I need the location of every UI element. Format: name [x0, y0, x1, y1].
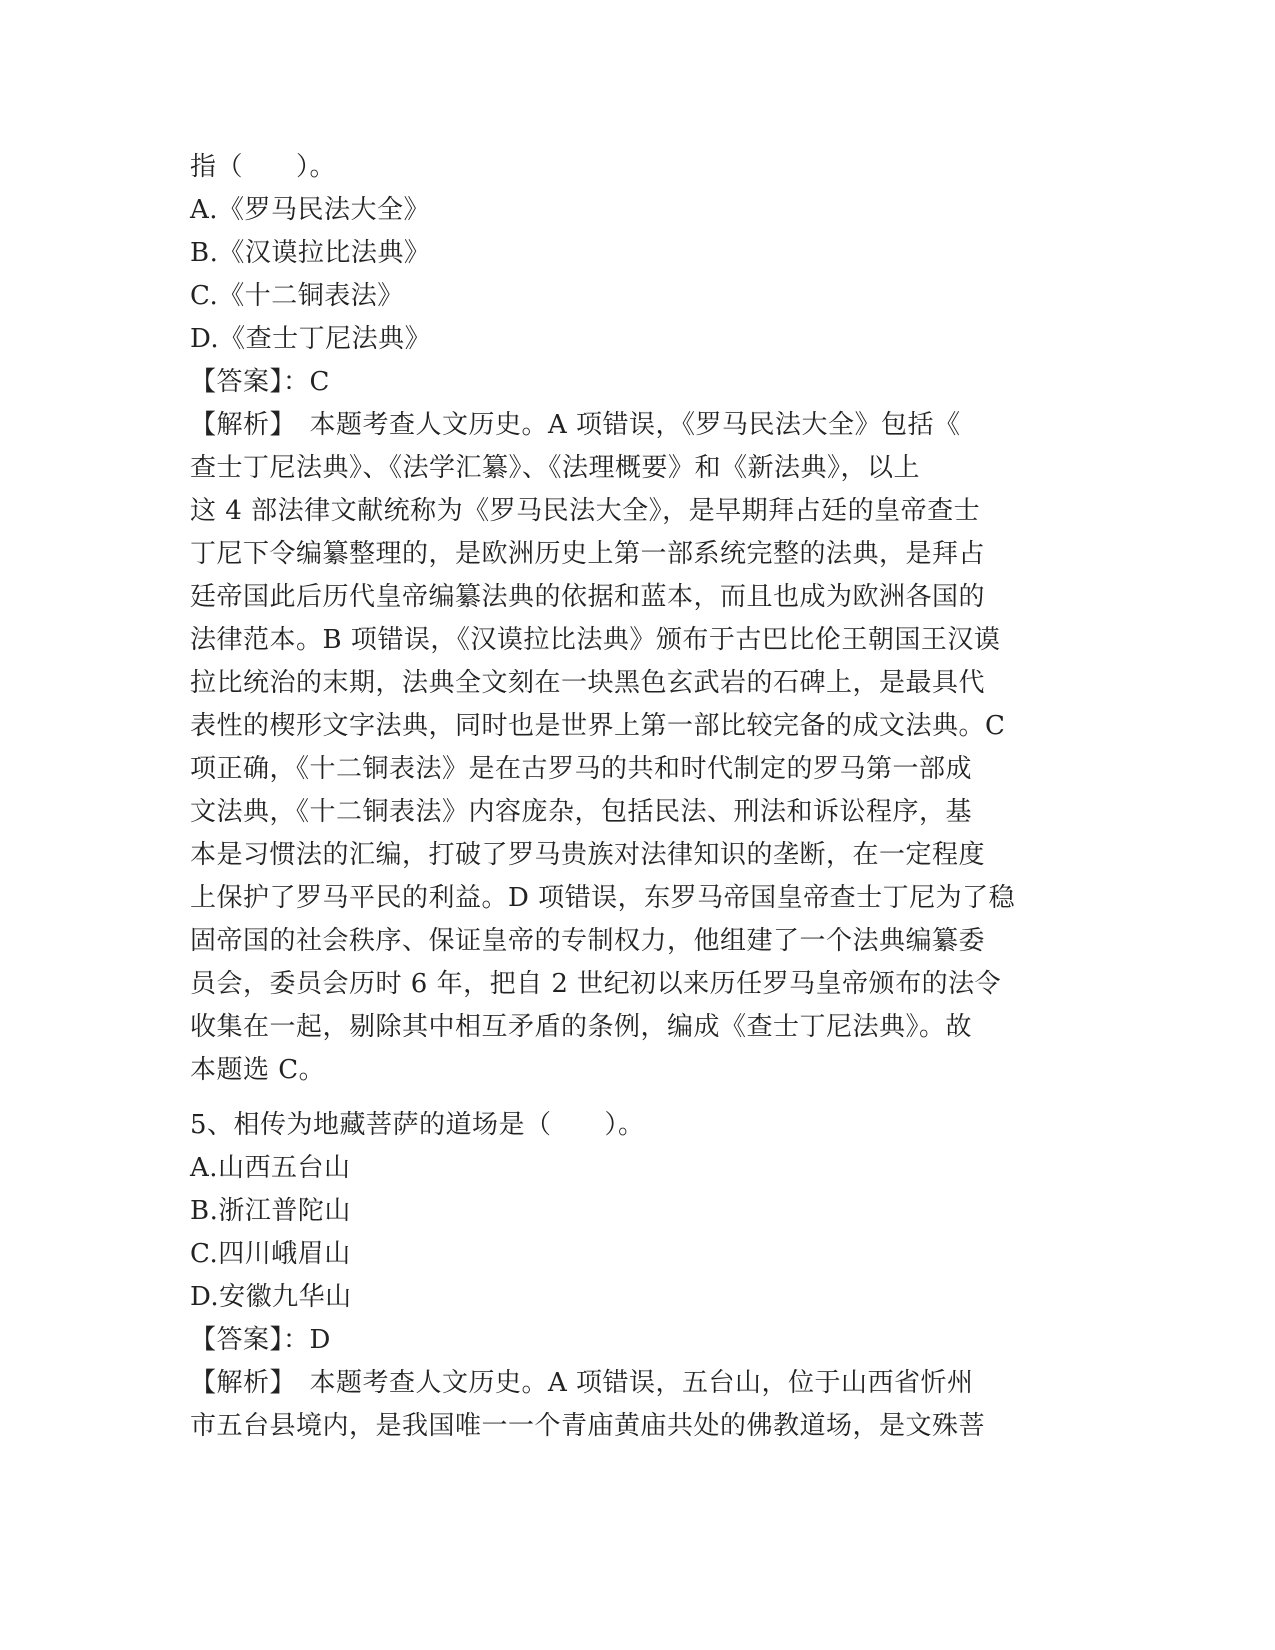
- q4-analysis-line: 法律范本。B 项错误，《汉谟拉比法典》颁布于古巴比伦王朝国王汉谟: [190, 625, 1001, 655]
- question-gap: [190, 1092, 1090, 1104]
- q4-analysis-line: 查士丁尼法典》、《法学汇纂》、《法理概要》和《新法典》，以上: [190, 453, 921, 483]
- q4-stem-tail: 指（ ）。: [190, 152, 337, 182]
- q5-answer: 【答案】：D: [190, 1325, 331, 1355]
- q4-option-d: D.《查士丁尼法典》: [190, 324, 432, 354]
- q4-analysis-line: 上保护了罗马平民的利益。D 项错误，东罗马帝国皇帝查士丁尼为了稳: [190, 883, 1016, 913]
- q4-analysis-line: 【解析】 本题考查人文历史。A 项错误，《罗马民法大全》包括《: [190, 410, 961, 440]
- q5-analysis-line: 【解析】 本题考查人文历史。A 项错误，五台山，位于山西省忻州: [190, 1368, 974, 1398]
- q4-analysis-line: 员会，委员会历时 6 年，把自 2 世纪初以来历任罗马皇帝颁布的法令: [190, 969, 1002, 999]
- q4-analysis-line: 丁尼下令编纂整理的，是欧洲历史上第一部系统完整的法典，是拜占: [190, 539, 986, 569]
- q4-analysis-line: 这 4 部法律文献统称为《罗马民法大全》，是早期拜占廷的皇帝查士: [190, 496, 981, 526]
- q5-option-c: C.四川峨眉山: [190, 1239, 351, 1269]
- q5-stem: 5、相传为地藏菩萨的道场是（ ）。: [190, 1110, 645, 1140]
- q5-option-b: B.浙江普陀山: [190, 1196, 351, 1226]
- q4-analysis-line: 固帝国的社会秩序、保证皇帝的专制权力，他组建了一个法典编纂委: [190, 926, 986, 956]
- q5-option-d: D.安徽九华山: [190, 1282, 352, 1312]
- q4-option-a: A.《罗马民法大全》: [190, 195, 431, 225]
- q4-answer: 【答案】：C: [190, 367, 330, 397]
- q4-analysis-line: 本是习惯法的汇编，打破了罗马贵族对法律知识的垄断，在一定程度: [190, 840, 986, 870]
- q4-analysis-line: 表性的楔形文字法典，同时也是世界上第一部比较完备的成文法典。C: [190, 711, 1006, 741]
- q4-analysis-line: 拉比统治的末期，法典全文刻在一块黑色玄武岩的石碑上，是最具代: [190, 668, 986, 698]
- q4-option-c: C.《十二铜表法》: [190, 281, 404, 311]
- q5-analysis-line: 市五台县境内，是我国唯一一个青庙黄庙共处的佛教道场，是文殊菩: [190, 1411, 986, 1441]
- q4-analysis-line: 收集在一起，剔除其中相互矛盾的条例，编成《查士丁尼法典》。故: [190, 1012, 973, 1042]
- q5-option-a: A.山西五台山: [190, 1153, 351, 1183]
- q4-analysis-line: 项正确，《十二铜表法》是在古罗马的共和时代制定的罗马第一部成: [190, 754, 973, 784]
- page-content: [190, 146, 1090, 1448]
- q4-analysis-line: 廷帝国此后历代皇帝编纂法典的依据和蓝本，而且也成为欧洲各国的: [190, 582, 986, 612]
- q4-analysis-line: 文法典，《十二铜表法》内容庞杂，包括民法、刑法和诉讼程序，基: [190, 797, 973, 827]
- q4-option-b: B.《汉谟拉比法典》: [190, 238, 431, 268]
- q4-analysis-line: 本题选 C。: [190, 1055, 326, 1085]
